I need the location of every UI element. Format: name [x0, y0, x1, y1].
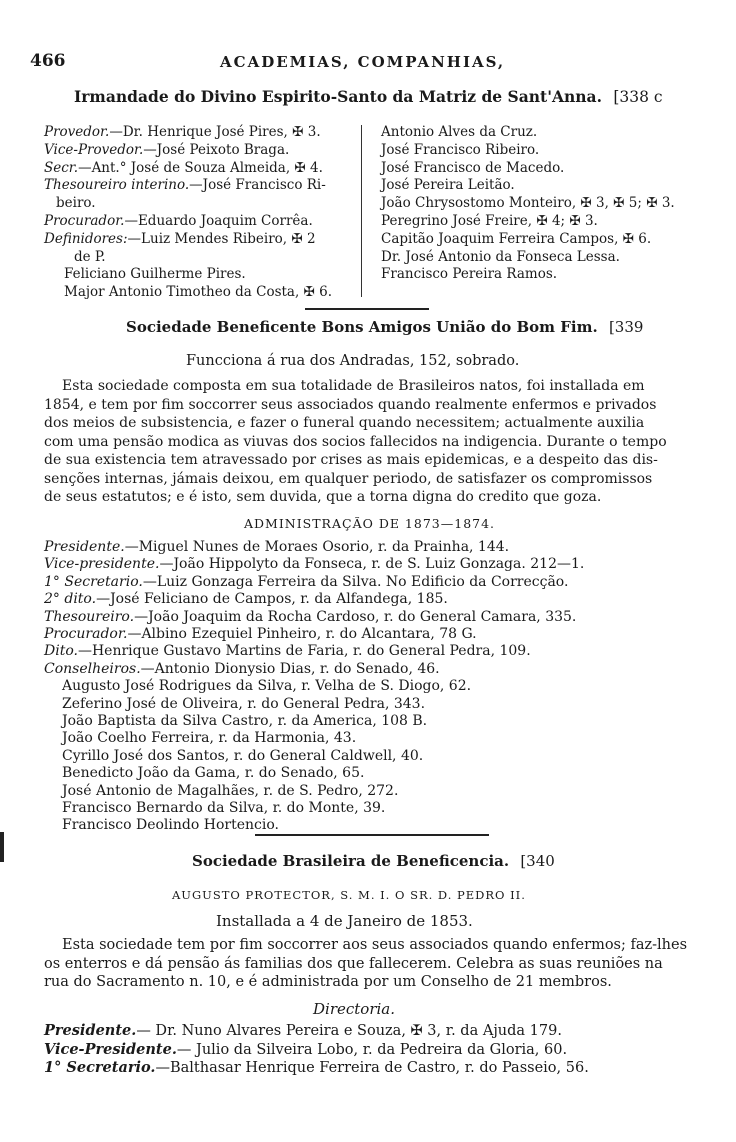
administration-entry — [44, 590, 448, 608]
entry-text: —Luiz Gonzaga Ferreira da Silva. No Edificio da Correcção. — [142, 573, 569, 590]
role-label: Vice-Presidente. — [44, 1040, 177, 1058]
officer-entry — [64, 283, 332, 301]
administration-entry — [44, 642, 531, 660]
administration-entry — [62, 782, 398, 800]
entry-text: —Luiz Mendes Ribeiro, ✠ 2 — [127, 230, 316, 247]
administration-heading: ADMINISTRAÇÃO DE 1873—1874. — [244, 516, 496, 531]
entry-text: —Ant.° José de Souza Almeida, ✠ 4. — [78, 159, 323, 176]
member-entry: Antonio Alves da Cruz. — [381, 124, 538, 140]
member-entry: Peregrino José Freire, ✠ 4; ✠ 3. — [381, 213, 598, 229]
entry-text: Francisco Deolindo Hortencio. — [62, 817, 279, 834]
section-title-339: Sociedade Beneficente Bons Amigos União do Bom Fim. [339 — [126, 318, 644, 336]
paragraph-line: dos meios de subsistencia, e fazer o funeral quando necessitem; actualmente auxilia — [44, 415, 645, 431]
member-entry: João Chrysostomo Monteiro, ✠ 3, ✠ 5; ✠ 3. — [381, 195, 675, 212]
directoria-entry — [44, 1041, 567, 1059]
member-entry: Francisco Pereira Ramos. — [381, 266, 558, 283]
entry-text: João Coelho Ferreira, r. da Harmonia, 43. — [62, 730, 357, 747]
member-entry: Capitão Joaquim Ferreira Campos, ✠ 6. — [381, 230, 652, 247]
entry-text: beiro. — [56, 195, 96, 212]
entry-text: José Antonio de Magalhães, r. de S. Pedro, 272. — [62, 782, 399, 799]
role-label: Conselheiros. — [44, 660, 141, 677]
entry-text: —Eduardo Joaquim Corrêa. — [124, 213, 313, 229]
officer-entry — [74, 248, 106, 266]
paragraph-line: Esta sociedade composta em sua totalidade de Brasileiros natos, foi installada em — [62, 378, 645, 394]
administration-entry — [44, 625, 477, 643]
entry-text: —Balthasar Henrique Ferreira de Castro, r. do Passeio, 56. — [155, 1060, 589, 1076]
administration-entry — [44, 573, 568, 591]
member-entry: José Francisco Ribeiro. — [381, 141, 540, 158]
entry-text: —Dr. Henrique José Pires, ✠ 3. — [109, 124, 321, 140]
entry-text: —João Hippolyto da Fonseca, r. de S. Luiz Gonzaga. 212—1. — [159, 556, 585, 573]
officer-entry — [44, 212, 313, 230]
entry-text: Cyrillo José dos Santos, r. do General Caldwell, 40. — [62, 747, 424, 764]
entry-text: Benedicto João da Gama, r. do Senado, 65. — [62, 765, 365, 782]
entry-text: —Antonio Dionysio Dias, r. do Senado, 46. — [140, 660, 440, 677]
entry-text: — Dr. Nuno Alvares Pereira e Souza, ✠ 3, r. da Ajuda 179. — [136, 1023, 562, 1039]
margin-mark — [0, 832, 4, 862]
entry-text: Major Antonio Timotheo da Costa, ✠ 6. — [64, 284, 333, 301]
role-label: Procurador. — [44, 626, 128, 642]
role-label: Secr. — [44, 159, 79, 176]
officer-entry — [44, 230, 316, 248]
role-label: Presidente. — [44, 539, 125, 555]
entry-text: — Julio da Silveira Lobo, r. da Pedreira da Gloria, 60. — [176, 1041, 568, 1058]
directoria-entry — [44, 1059, 589, 1077]
paragraph-line: rua do Sacramento n. 10, e é administrada por um Conselho de 21 membros. — [44, 974, 612, 990]
officer-entry — [64, 265, 246, 283]
entry-text: João Baptista da Silva Castro, r. da America, 108 B. — [62, 713, 428, 729]
paragraph-line: os enterros e dá pensão ás familias dos que fallecerem. Celebra as suas reuniões na — [44, 955, 663, 972]
paragraph-line: 1854, e tem por fim soccorrer seus associados quando realmente enfermos e privados — [44, 396, 657, 413]
administration-entry — [62, 747, 423, 765]
role-label: Thesoureiro. — [44, 608, 135, 625]
role-label: Vice-Provedor. — [44, 141, 144, 158]
directoria-heading: Directoria. — [313, 1000, 396, 1018]
protector-line: AUGUSTO PROTECTOR, S. M. I. O SR. D. PEDRO II. — [172, 888, 526, 902]
administration-entry — [62, 816, 279, 834]
administration-entry — [44, 608, 576, 626]
paragraph-line: Esta sociedade tem por fim soccorrer aos seus associados quando enfermos; faz-lhes — [62, 937, 688, 953]
section-title-340: Sociedade Brasileira de Beneficencia. [340 — [192, 852, 555, 870]
administration-entry — [44, 555, 584, 573]
administration-entry — [62, 764, 364, 782]
entry-text: Zeferino José de Oliveira, r. do General Pedra, 343. — [62, 695, 426, 712]
entry-text: —Henrique Gustavo Martins de Faria, r. do General Pedra, 109. — [77, 643, 531, 660]
paragraph-line: com uma pensão modica as viuvas dos socios fallecidos na indigencia. Durante o tempo — [44, 433, 667, 450]
entry-text: de P. — [74, 248, 106, 265]
role-label: Vice-presidente. — [44, 556, 160, 573]
role-label: 1° Secretario. — [44, 1059, 156, 1076]
role-label: Presidente. — [44, 1022, 137, 1039]
member-entry: José Pereira Leitão. — [381, 177, 515, 194]
installation-date: Installada a 4 de Janeiro de 1853. — [216, 912, 473, 930]
entry-text: Feliciano Guilherme Pires. — [64, 266, 246, 283]
directoria-entry — [44, 1022, 562, 1040]
role-label: Dito. — [44, 643, 78, 660]
section-divider — [255, 834, 489, 836]
administration-entry — [62, 677, 471, 695]
role-label: 1° Secretario. — [44, 573, 143, 590]
administration-entry — [62, 799, 385, 817]
entry-text: —Albino Ezequiel Pinheiro, r. do Alcantara, 78 G. — [127, 626, 477, 642]
administration-entry — [62, 695, 425, 713]
officer-entry — [56, 194, 96, 212]
role-label: Procurador. — [44, 213, 125, 229]
administration-entry — [62, 729, 356, 747]
section-number: [340 — [520, 852, 555, 870]
running-title: ACADEMIAS, COMPANHIAS, — [220, 53, 506, 71]
member-entry: Dr. José Antonio da Fonseca Lessa. — [381, 248, 620, 265]
role-label: Provedor. — [44, 124, 110, 140]
administration-entry — [44, 660, 440, 678]
officer-entry — [44, 176, 326, 194]
entry-text: —José Francisco Ri- — [189, 177, 326, 194]
paragraph-line: senções internas, jámais deixou, em qualquer periodo, de satisfazer os compromissos — [44, 470, 653, 487]
paragraph-line: de seus estatutos; e é isto, sem duvida, que a torna digna do credito que goza. — [44, 489, 602, 505]
section-title-338: Irmandade do Divino Espirito-Santo da Matriz de Sant'Anna. [338 c — [74, 87, 663, 106]
entry-text: —Miguel Nunes de Moraes Osorio, r. da Prainha, 144. — [124, 539, 510, 555]
section-number: [339 — [608, 318, 644, 336]
section-number: [338 c — [613, 88, 663, 106]
role-label: Definidores: — [44, 230, 128, 247]
page-number: 466 — [30, 51, 66, 71]
society-address: Funcciona á rua dos Andradas, 152, sobrado. — [186, 353, 520, 369]
officer-entry — [44, 123, 321, 141]
entry-text: —José Feliciano de Campos, r. da Alfandega, 185. — [96, 591, 448, 608]
entry-text: Francisco Bernardo da Silva, r. do Monte, 39. — [62, 800, 386, 816]
officer-entry — [44, 141, 289, 159]
member-entry: José Francisco de Macedo. — [381, 159, 565, 176]
column-divider — [361, 125, 362, 297]
entry-text: —José Peixoto Braga. — [143, 141, 290, 158]
paragraph-line: de sua existencia tem atravessado por crises as mais epidemicas, e a despeito das dis- — [44, 452, 658, 468]
role-label: 2° dito. — [44, 591, 97, 608]
entry-text: Augusto José Rodrigues da Silva, r. Velha de S. Diogo, 62. — [62, 678, 472, 695]
role-label: Thesoureiro interino. — [44, 177, 190, 194]
administration-entry — [62, 712, 427, 730]
officer-entry — [44, 159, 323, 177]
administration-entry — [44, 538, 509, 556]
entry-text: —João Joaquim da Rocha Cardoso, r. do General Camara, 335. — [134, 608, 577, 625]
section-divider — [305, 308, 429, 310]
